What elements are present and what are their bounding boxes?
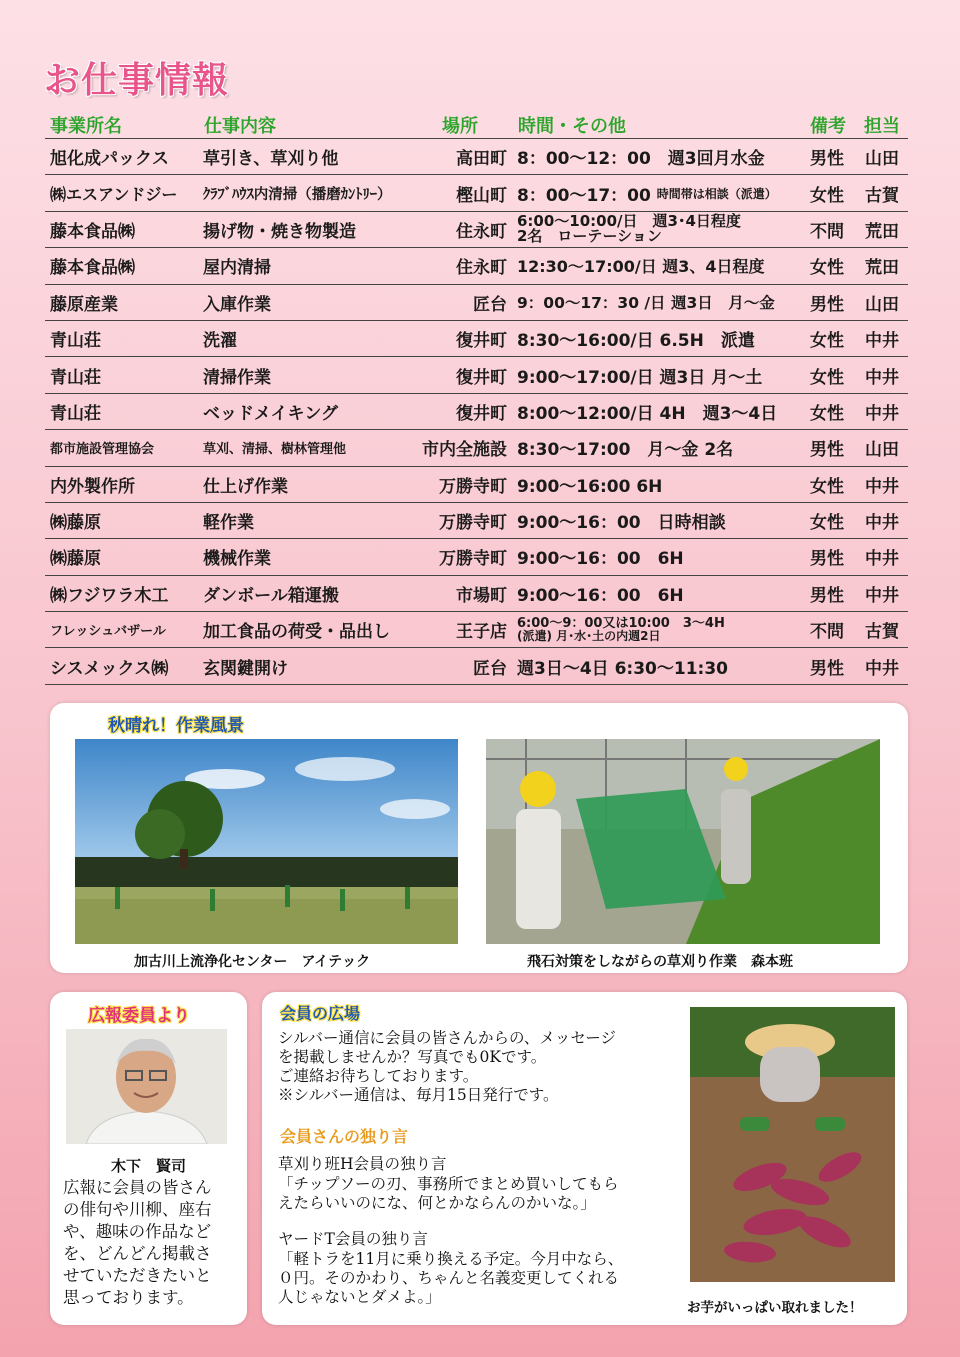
photos-title: 秋晴れ！作業風景	[108, 716, 244, 736]
job-cell: 加工食品の荷受・品出し	[203, 622, 390, 643]
gender-cell: 女性	[810, 403, 844, 424]
header-note: 備考	[810, 116, 846, 137]
place-cell: 復井町	[456, 403, 507, 424]
table-row	[45, 576, 908, 612]
pr-committee-panel	[50, 992, 247, 1325]
job-cell: 機械作業	[203, 549, 271, 570]
time-text: 6:00～9：00又は10:00 3～4H	[517, 615, 725, 631]
members-subtitle: 会員さんの独り言	[280, 1127, 409, 1146]
place-cell: 匠台	[473, 294, 507, 315]
page-title: お仕事情報	[44, 60, 230, 101]
place-cell: 匠台	[473, 658, 507, 679]
table-row	[45, 175, 908, 211]
place-cell: 万勝寺町	[439, 549, 507, 570]
staff-cell: 古賀	[865, 622, 899, 643]
work-photos-panel	[50, 703, 908, 973]
staff-cell: 山田	[865, 294, 899, 315]
table-row	[45, 430, 908, 466]
time-text: 6:00～10:00/日 週3･4日程度	[517, 211, 741, 230]
staff-cell: 中井	[865, 476, 899, 497]
staff-cell: 山田	[865, 440, 899, 461]
job-cell: 仕上げ作業	[203, 476, 288, 497]
table-row	[45, 321, 908, 357]
msg1-body: 「チップソーの刃、事務所でまとめ買いしてもら えたらいいのにな、何とかならんのかいな。」	[278, 1175, 619, 1212]
staff-cell: 中井	[865, 403, 899, 424]
gender-cell: 男性	[810, 585, 844, 606]
time-cell: 8:30～16:00/日 6.5H 派遣	[517, 331, 755, 352]
job-cell: 草引き、草刈り他	[203, 149, 339, 170]
members-title: 会員の広場	[280, 1004, 361, 1023]
place-cell: 市内全施設	[422, 440, 507, 461]
table-row	[45, 248, 908, 284]
time-text: 8：00～17：00	[517, 185, 651, 206]
job-cell: 洗濯	[203, 331, 237, 352]
company-cell: シスメックス㈱	[50, 658, 169, 679]
staff-cell: 中井	[865, 549, 899, 570]
table-row	[45, 467, 908, 503]
job-cell: ベッドメイキング	[203, 403, 338, 424]
staff-cell: 荒田	[865, 258, 899, 279]
table-row	[45, 285, 908, 321]
header-job: 仕事内容	[204, 116, 276, 137]
potato-photo-caption: お芋がいっぱい取れました！	[687, 1300, 863, 1316]
gender-cell: 男性	[810, 658, 844, 679]
park-work-photo	[75, 739, 458, 944]
table-row	[45, 394, 908, 430]
company-cell: ㈱エスアンドジー	[50, 184, 178, 204]
time-cell: 9:00～17:00/日 週3日 月～土	[517, 367, 763, 388]
company-cell: 藤本食品㈱	[50, 221, 135, 242]
staff-cell: 中井	[865, 513, 899, 534]
time-note: 時間帯は相談（派遣）	[656, 186, 777, 201]
gender-cell: 女性	[810, 185, 844, 206]
left-photo-caption: 加古川上流浄化センター アイテック	[134, 954, 371, 970]
company-cell: ㈱藤原	[50, 513, 101, 534]
time-cell: 12:30～17:00/日 週3、4日程度	[517, 257, 765, 277]
msg2-body: 「軽トラを11月に乗り換える予定。今月中なら、 ０円。そのかわり、ちゃんと名義変更してくれる 人じゃないとダメよ。」	[278, 1250, 624, 1306]
place-cell: 王子店	[456, 622, 507, 643]
job-cell: ダンボール箱運搬	[203, 585, 339, 606]
gender-cell: 男性	[810, 149, 844, 170]
table-row	[45, 648, 908, 684]
mowing-work-photo	[486, 739, 880, 944]
gender-cell: 不問	[810, 221, 844, 242]
place-cell: 万勝寺町	[439, 513, 507, 534]
members-plaza-panel	[262, 992, 907, 1325]
place-cell: 万勝寺町	[439, 476, 507, 497]
time-cell: 9:00～16：00 6H	[517, 549, 684, 570]
time-cell: 8:30～17:00 月～金 2名	[517, 440, 734, 461]
job-cell: 清掃作業	[203, 367, 271, 388]
time-cell: 8：00～12：00 週3回月水金	[517, 149, 765, 170]
place-cell: 住永町	[456, 221, 507, 242]
time-cell: 8:00～12:00/日 4H 週3～4日	[517, 403, 778, 424]
time-text-2: (派遣) 月･水･土の内週2日	[517, 629, 661, 644]
msg2-head: ヤードT会員の独り言	[278, 1230, 428, 1248]
gender-cell: 女性	[810, 258, 844, 279]
job-cell: 屋内清掃	[203, 258, 271, 279]
staff-cell: 中井	[865, 367, 899, 388]
time-cell: 週3日～4日 6:30～11:30	[517, 658, 728, 679]
job-cell: ｸﾗﾌﾞﾊｳｽ内清掃（播磨ｶﾝﾄﾘｰ）	[203, 186, 392, 203]
gender-cell: 女性	[810, 476, 844, 497]
company-cell: 旭化成パックス	[50, 149, 169, 170]
table-row	[45, 139, 908, 175]
member-portrait-photo	[66, 1029, 227, 1144]
staff-cell: 古賀	[865, 185, 899, 206]
header-company: 事業所名	[50, 116, 122, 137]
time-cell	[517, 212, 812, 247]
table-row	[45, 212, 908, 248]
table-row	[45, 357, 908, 393]
gender-cell: 不問	[810, 622, 844, 643]
company-cell: ㈱フジワラ木工	[50, 585, 169, 606]
staff-cell: 中井	[865, 585, 899, 606]
time-cell	[517, 612, 812, 647]
gender-cell: 男性	[810, 294, 844, 315]
table-row	[45, 503, 908, 539]
members-intro: シルバー通信に会員の皆さんからの、メッセージ を掲載しませんか？写真でも0Kです。 ご連絡お待ちしております。 ※シルバー通信は、毎月15日発行です。	[278, 1029, 616, 1104]
place-cell: 住永町	[456, 258, 507, 279]
job-table	[45, 138, 908, 685]
header-time: 時間・その他	[518, 116, 626, 137]
header-staff: 担当	[864, 116, 900, 137]
pr-text: 広報に会員の皆さん の俳句や川柳、座右 や、趣味の作品など を、どんどん掲載さ せていただきたいと 思っております。	[63, 1178, 212, 1307]
staff-cell: 山田	[865, 149, 899, 170]
job-cell: 入庫作業	[203, 294, 271, 315]
company-cell: 青山荘	[50, 403, 101, 424]
place-cell: 復井町	[456, 367, 507, 388]
time-cell	[517, 175, 812, 210]
company-cell: 都市施設管理協会	[50, 442, 155, 458]
gender-cell: 女性	[810, 513, 844, 534]
gender-cell: 女性	[810, 367, 844, 388]
time-text-2: 2名 ローテーション	[517, 227, 662, 246]
time-cell: 9：00～17：30 /日 週3日 月～金	[517, 294, 775, 313]
staff-cell: 中井	[865, 331, 899, 352]
place-cell: 復井町	[456, 331, 507, 352]
msg1-head: 草刈り班H会員の独り言	[278, 1155, 447, 1173]
company-cell: 内外製作所	[50, 476, 135, 497]
gender-cell: 女性	[810, 331, 844, 352]
job-cell: 揚げ物・焼き物製造	[203, 221, 356, 242]
staff-cell: 荒田	[865, 221, 899, 242]
job-cell: 玄関鍵開け	[203, 658, 288, 679]
company-cell: ㈱藤原	[50, 549, 101, 570]
time-cell: 9:00～16：00 6H	[517, 585, 684, 606]
place-cell: 高田町	[456, 149, 507, 170]
company-cell: 藤原産業	[50, 294, 118, 315]
job-cell: 軽作業	[203, 513, 254, 534]
company-cell: 青山荘	[50, 367, 101, 388]
table-row	[45, 612, 908, 648]
pr-title: 広報委員より	[88, 1006, 190, 1026]
company-cell: フレッシュバザール	[50, 624, 166, 640]
gender-cell: 男性	[810, 440, 844, 461]
company-cell: 青山荘	[50, 331, 101, 352]
gender-cell: 男性	[810, 549, 844, 570]
place-cell: 樫山町	[456, 185, 507, 206]
company-cell: 藤本食品㈱	[50, 258, 135, 279]
job-cell: 草刈、清掃、樹林管理他	[203, 442, 347, 458]
header-place: 場所	[442, 116, 478, 137]
place-cell: 市場町	[456, 585, 507, 606]
time-cell: 9:00～16：00 日時相談	[517, 513, 726, 534]
time-cell: 9:00～16:00 6H	[517, 476, 663, 497]
member-name: 木下 賢司	[110, 1157, 186, 1175]
right-photo-caption: 飛石対策をしながらの草刈り作業 森本班	[527, 954, 793, 970]
sweet-potato-photo	[690, 1007, 895, 1282]
staff-cell: 中井	[865, 658, 899, 679]
table-row	[45, 539, 908, 575]
